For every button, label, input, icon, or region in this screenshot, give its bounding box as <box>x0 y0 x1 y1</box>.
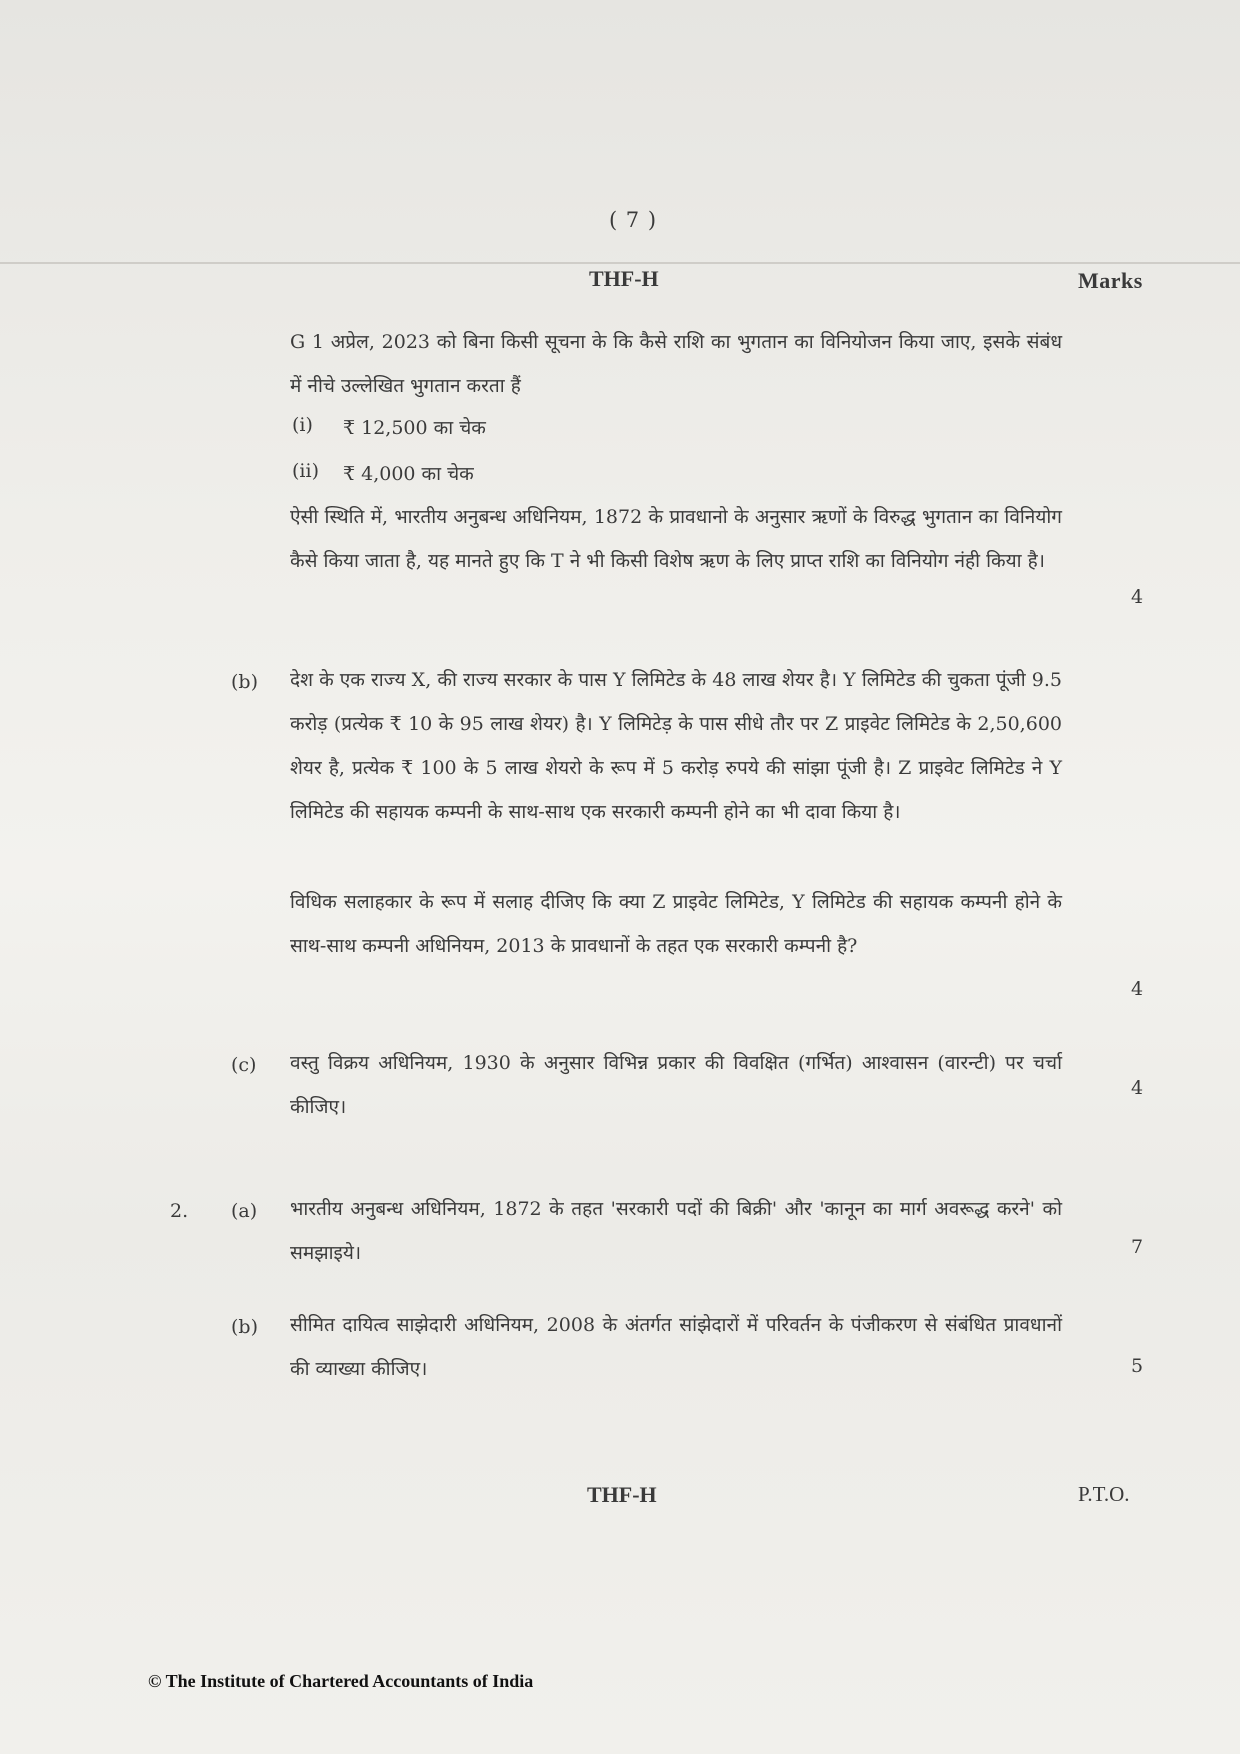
q2a-text: भारतीय अनुबन्ध अधिनियम, 1872 के तहत 'सरकारी पदों की बिक्री' और 'कानून का मार्ग अवरूद्ध करने' को समझाइये। <box>290 1198 1062 1264</box>
q1a-item2-text: ₹ 4,000 का चेक <box>343 463 474 485</box>
q1c-text: वस्तु विक्रय अधिनियम, 1930 के अनुसार विभिन्न प्रकार की विवक्षित (गर्भित) आश्वासन (वारन्टी) पर चर्चा कीजिए। <box>290 1052 1062 1118</box>
q2b-marks: 5 <box>1131 1355 1144 1377</box>
page-number: ( 7 ) <box>608 208 658 232</box>
paper-code-header: THF-H <box>589 266 659 291</box>
q1a-item1-text: ₹ 12,500 का चेक <box>343 417 486 439</box>
pto-label: P.T.O. <box>1078 1482 1130 1506</box>
fold-line <box>0 262 1240 264</box>
q1a-item1-label: (i) <box>292 414 313 436</box>
q2b-label: (b) <box>231 1316 258 1338</box>
marks-heading: Marks <box>1078 268 1143 293</box>
q1b-label: (b) <box>231 671 258 693</box>
q1a-marks: 4 <box>1131 586 1144 608</box>
q1c-marks: 4 <box>1131 1077 1144 1099</box>
q1a-item2-label: (ii) <box>292 460 319 482</box>
q2a-marks: 7 <box>1131 1236 1144 1258</box>
q2a-label: (a) <box>231 1200 258 1222</box>
q1c-label: (c) <box>231 1054 257 1076</box>
q1b-para1: देश के एक राज्य X, की राज्य सरकार के पास Y लिमिटेड के 48 लाख शेयर है। Y लिमिटेड की चुकता पूंजी 9.5 करोड़ (प्रत्येक ₹ 10 के 95 लाख शेयर) है। Y लिमिटेड़ के पास सीधे तौर पर Z प्राइवेट लिमिटेड के 2,50,600 शेयर है, प्रत्येक ₹ 100 के 5 लाख शेयरो के रूप में 5 करोड़ रुपये की सांझा पूंजी है। Z प्राइवेट लिमिटेड ने Y लिमिटेड की सहायक कम्पनी के साथ-साथ एक सरकारी कम्पनी होने का भी दावा किया है। <box>290 669 1062 823</box>
q1a-intro: G 1 अप्रेल, 2023 को बिना किसी सूचना के कि कैसे राशि का भुगतान का विनियोजन किया जाए, इसके संबंध में नीचे उल्लेखित भुगतान करता हैं <box>290 331 1062 397</box>
paper-code-footer: THF-H <box>587 1482 657 1507</box>
q2-number: 2. <box>170 1200 189 1222</box>
q2b-text: सीमित दायित्व साझेदारी अधिनियम, 2008 के अंतर्गत सांझेदारों में परिवर्तन के पंजीकरण से संबंधित प्रावधानों की व्याख्या कीजिए। <box>290 1314 1062 1380</box>
copyright-notice: © The Institute of Chartered Accountants of India <box>148 1671 534 1691</box>
q1a-question: ऐसी स्थिति में, भारतीय अनुबन्ध अधिनियम, 1872 के प्रावधानो के अनुसार ऋणों के विरुद्ध भुगतान का विनियोग कैसे किया जाता है, यह मानते हुए कि T ने भी किसी विशेष ऋण के लिए प्राप्त राशि का विनियोग नंही किया है। <box>290 506 1062 572</box>
q1b-marks: 4 <box>1131 978 1144 1000</box>
q1b-para2: विधिक सलाहकार के रूप में सलाह दीजिए कि क्या Z प्राइवेट लिमिटेड, Y लिमिटेड की सहायक कम्पनी होने के साथ-साथ कम्पनी अधिनियम, 2013 के प्रावधानों के तहत एक सरकारी कम्पनी है? <box>290 891 1062 957</box>
